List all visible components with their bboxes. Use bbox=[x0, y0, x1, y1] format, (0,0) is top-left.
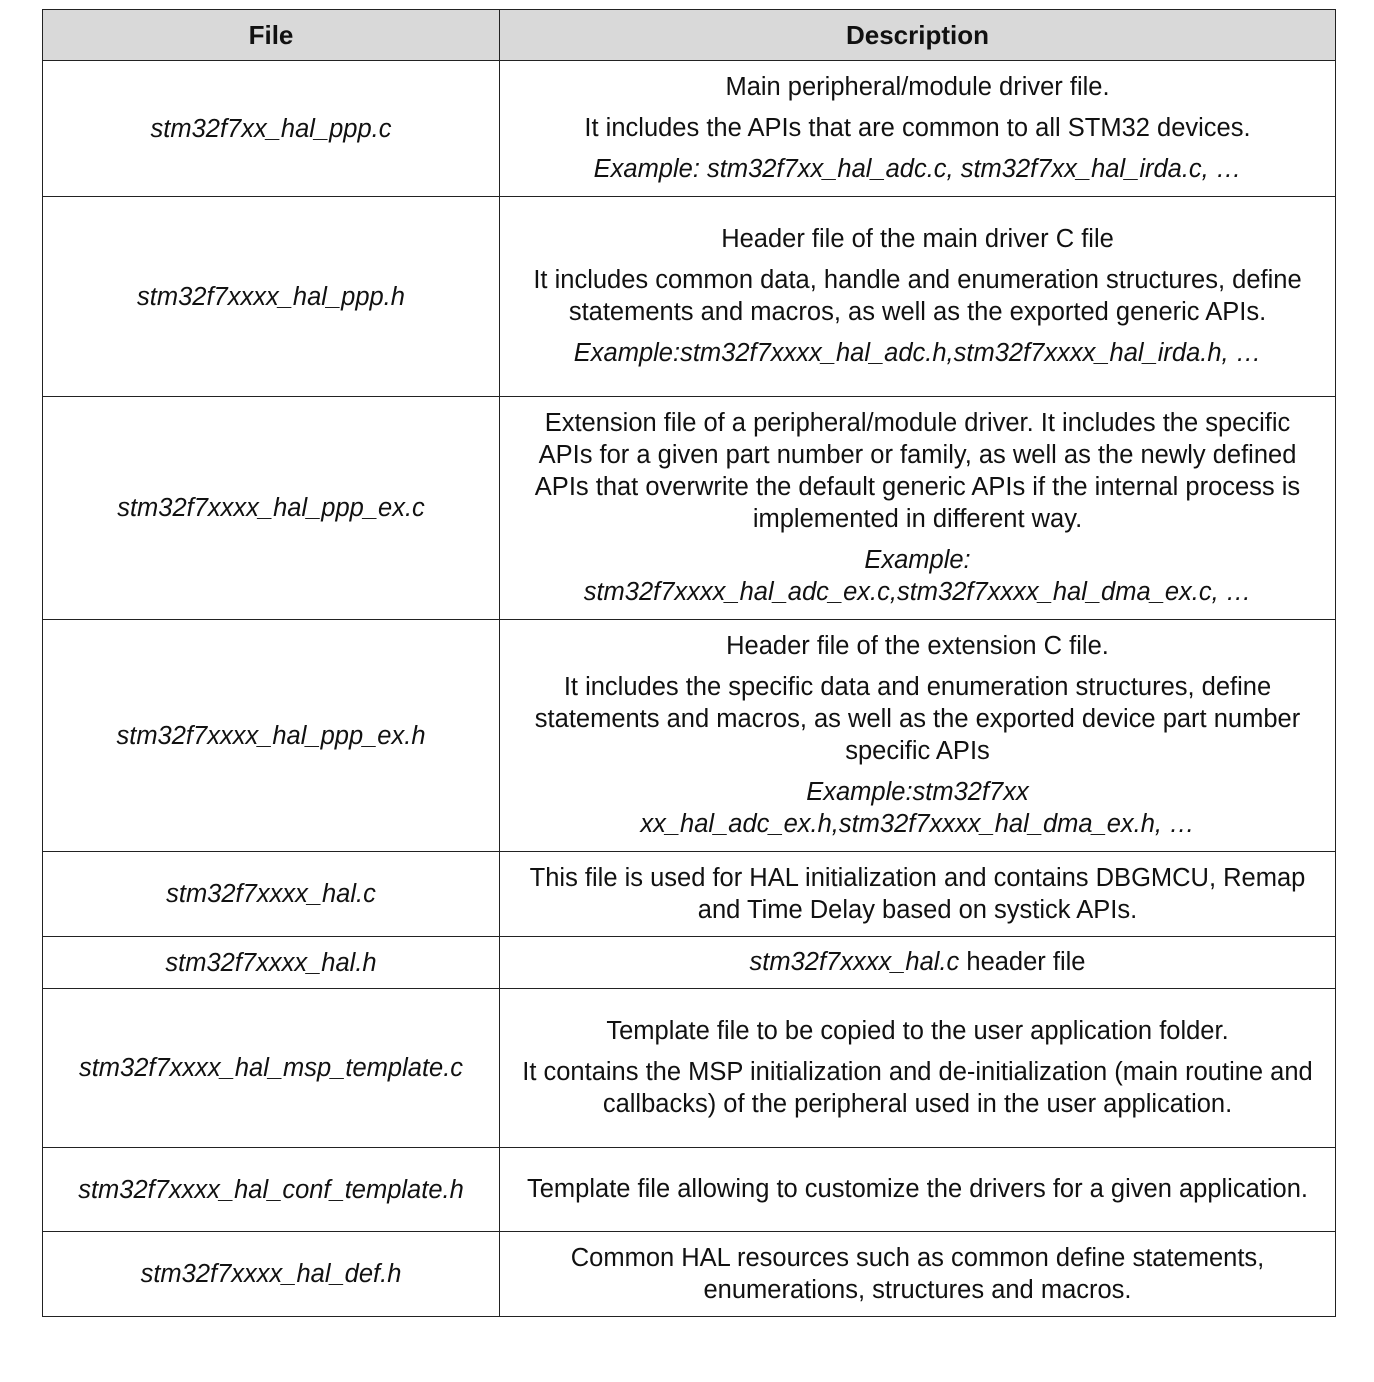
table-row bbox=[43, 852, 1336, 937]
example-label: Example: bbox=[864, 546, 971, 574]
file-name-cell: stm32f7xxxx_hal_conf_template.h bbox=[43, 1148, 500, 1232]
description-line: Common HAL resources such as common define statements, enumerations, structures and macros. bbox=[570, 1243, 1265, 1304]
table-row bbox=[43, 1148, 1336, 1232]
description-line: Template file allowing to customize the drivers for a given application. bbox=[527, 1175, 1308, 1203]
description-line: It contains the MSP initialization and de-initialization (main routine and callbacks) of the peripheral used in the user application. bbox=[522, 1058, 1313, 1118]
table-row bbox=[43, 197, 1336, 397]
description-line: It includes the specific data and enumeration structures, define statements and macros, as well as the exported device part number specific APIs bbox=[534, 673, 1301, 765]
description-column-header: Description bbox=[500, 10, 1336, 61]
description-line: It includes the APIs that are common to all STM32 devices. bbox=[584, 114, 1251, 142]
description-text: header file bbox=[959, 948, 1086, 976]
file-column-header: File bbox=[43, 10, 500, 61]
description-line: Template file to be copied to the user application folder. bbox=[606, 1017, 1229, 1045]
file-reference: stm32f7xxxx_hal.c bbox=[749, 948, 960, 976]
description-cell bbox=[500, 1232, 1336, 1317]
example-label: Example:stm32f7xx bbox=[806, 778, 1029, 806]
file-name-cell: stm32f7xxxx_hal.c bbox=[43, 852, 500, 937]
description-cell bbox=[500, 397, 1336, 620]
example-line: Example: stm32f7xx_hal_adc.c, stm32f7xx_hal_irda.c, … bbox=[593, 155, 1242, 183]
description-line: Main peripheral/module driver file. bbox=[725, 73, 1110, 101]
description-cell bbox=[500, 989, 1336, 1148]
description-cell bbox=[500, 620, 1336, 852]
file-name-cell: stm32f7xxxx_hal.h bbox=[43, 937, 500, 989]
description-line: Extension file of a peripheral/module driver. It includes the specific APIs for a given part number or family, as well as the newly defined APIs that overwrite the default generic APIs if the internal process is implemented in different way. bbox=[534, 409, 1301, 533]
file-name-cell: stm32f7xx_hal_ppp.c bbox=[43, 61, 500, 197]
table-row bbox=[43, 61, 1336, 197]
example-files: xx_hal_adc_ex.h,stm32f7xxxx_hal_dma_ex.h, … bbox=[640, 810, 1195, 838]
file-name-cell: stm32f7xxxx_hal_msp_template.c bbox=[43, 989, 500, 1148]
table-row bbox=[43, 620, 1336, 852]
example-line bbox=[518, 544, 1317, 608]
table-row bbox=[43, 937, 1336, 989]
file-name-cell: stm32f7xxxx_hal_def.h bbox=[43, 1232, 500, 1317]
example-line bbox=[518, 776, 1317, 840]
description-line: Header file of the main driver C file bbox=[721, 225, 1114, 253]
file-name-cell: stm32f7xxxx_hal_ppp_ex.c bbox=[43, 397, 500, 620]
table-row bbox=[43, 1232, 1336, 1317]
file-name-cell: stm32f7xxxx_hal_ppp.h bbox=[43, 197, 500, 397]
description-cell bbox=[500, 1148, 1336, 1232]
hal-files-table bbox=[42, 9, 1336, 1317]
description-line: It includes common data, handle and enumeration structures, define statements and macros, as well as the exported generic APIs. bbox=[533, 266, 1302, 326]
description-cell bbox=[500, 61, 1336, 197]
example-files: stm32f7xxxx_hal_adc_ex.c,stm32f7xxxx_hal_dma_ex.c, … bbox=[583, 578, 1252, 606]
description-cell bbox=[500, 197, 1336, 397]
table-row bbox=[43, 397, 1336, 620]
description-cell bbox=[500, 852, 1336, 937]
table-row bbox=[43, 989, 1336, 1148]
example-line: Example:stm32f7xxxx_hal_adc.h,stm32f7xxxx_hal_irda.h, … bbox=[573, 339, 1262, 367]
file-name-cell: stm32f7xxxx_hal_ppp_ex.h bbox=[43, 620, 500, 852]
description-line bbox=[518, 946, 1317, 978]
description-line: Header file of the extension C file. bbox=[726, 632, 1109, 660]
header-row bbox=[43, 10, 1336, 61]
description-line: This file is used for HAL initialization and contains DBGMCU, Remap and Time Delay based on systick APIs. bbox=[529, 863, 1306, 924]
description-cell bbox=[500, 937, 1336, 989]
